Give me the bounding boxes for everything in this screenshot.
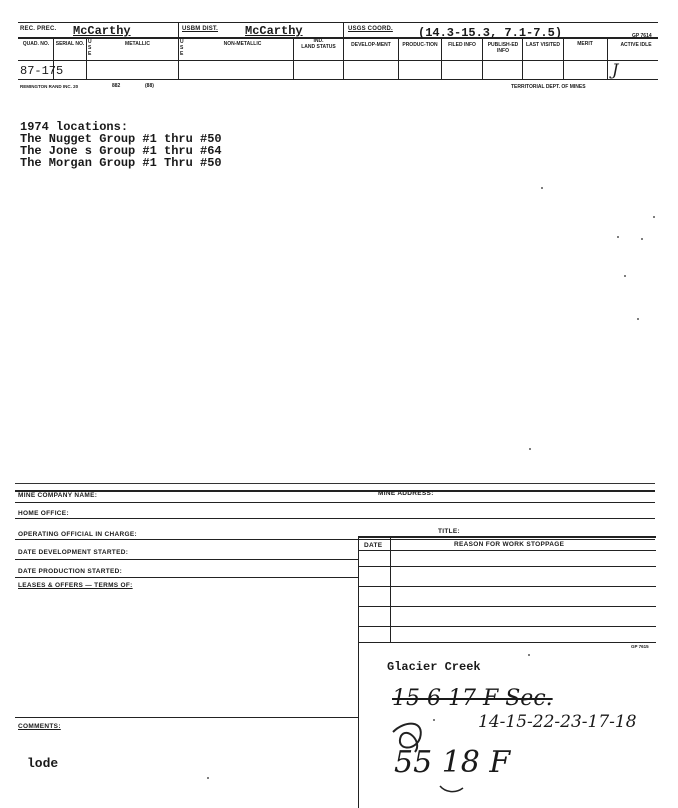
- date-col-label: DATE: [364, 542, 383, 549]
- usgs-coord-value: (14.3-15.3, 7.1-7.5): [418, 26, 563, 40]
- body-line-3: The Jone s Group #1 thru #64: [20, 144, 222, 158]
- col-serial-no: SERIAL NO.: [55, 41, 85, 47]
- printer-code-2: (88): [145, 83, 154, 89]
- col-production: PRODUC-TION: [402, 42, 438, 48]
- scan-speck: [617, 236, 619, 238]
- mine-address-label: MINE ADDRESS:: [378, 490, 434, 497]
- rec-prec-value: McCarthy: [73, 24, 131, 38]
- leases-label: LEASES & OFFERS — TERMS OF:: [18, 582, 133, 589]
- scan-speck: [641, 238, 643, 240]
- comments-label: COMMENTS:: [18, 723, 61, 730]
- form-code-2: GP 7615: [631, 644, 649, 649]
- col-active-idle: ACTIVE IDLE: [620, 42, 652, 48]
- quad-value: 87-175: [20, 64, 64, 78]
- scan-speck: [624, 275, 626, 277]
- scan-speck: [433, 719, 435, 721]
- form-code: GP 7614: [632, 33, 652, 39]
- dev-started-label: DATE DEVELOPMENT STARTED:: [18, 549, 129, 556]
- col-filed-info: FILED INFO: [448, 42, 476, 48]
- col-land-status: LAND STATUS: [301, 44, 336, 50]
- prod-started-label: DATE PRODUCTION STARTED:: [18, 568, 123, 575]
- handwritten-line-3: 55 18 F: [394, 745, 511, 780]
- col-merit: MERIT: [577, 41, 593, 47]
- col-non-metallic: NON-METALLIC: [223, 41, 262, 47]
- usbm-dist-label: USBM DIST.: [182, 26, 219, 32]
- comment-value: lode: [27, 756, 59, 771]
- col-development: DEVELOP-MENT: [351, 42, 391, 48]
- title-label: TITLE:: [438, 528, 461, 535]
- active-mark: J: [612, 60, 619, 79]
- col-last-visited: LAST VISITED: [526, 42, 560, 48]
- scan-speck: [541, 187, 543, 189]
- printer-code-1: 882: [112, 83, 121, 89]
- body-line-1: 1974 locations:: [20, 120, 129, 134]
- reason-col-label: REASON FOR WORK STOPPAGE: [454, 541, 565, 548]
- col-quad-no: QUAD. NO.: [22, 41, 50, 47]
- body-text: [20, 121, 222, 169]
- operating-official-label: OPERATING OFFICIAL IN CHARGE:: [18, 531, 137, 538]
- mine-company-label: MINE COMPANY NAME:: [18, 492, 98, 499]
- col-land-status-prefix: IND.: [313, 38, 324, 44]
- usbm-dist-value: McCarthy: [245, 24, 303, 38]
- col-metallic: METALLIC: [125, 41, 150, 47]
- scan-speck: [637, 318, 639, 320]
- body-line-2: The Nugget Group #1 thru #50: [20, 132, 222, 146]
- scan-speck: [528, 654, 530, 656]
- handwritten-scribble: [385, 690, 505, 800]
- rec-prec-label: REC. PREC.: [20, 26, 57, 32]
- handwritten-line-1: 15 6 17 F Sec.: [392, 686, 553, 711]
- col-use-1: U S E: [88, 39, 92, 57]
- scan-speck: [529, 448, 531, 450]
- col-use-2: U S E: [180, 39, 184, 57]
- home-office-label: HOME OFFICE:: [18, 510, 69, 517]
- dept-line: TERRITORIAL DEPT. OF MINES: [511, 84, 586, 90]
- scan-speck: [207, 777, 209, 779]
- body-line-4: The Morgan Group #1 Thru #50: [20, 156, 222, 170]
- handwritten-line-2: 14-15-22-23-17-18: [478, 712, 637, 732]
- printer-line: REMINGTON RAND INC. 20: [20, 84, 79, 89]
- usgs-coord-label: USGS COORD.: [348, 26, 393, 32]
- location-name: Glacier Creek: [387, 660, 481, 674]
- col-published-info: PUBLISH-ED INFO: [487, 42, 519, 54]
- scan-speck: [653, 216, 655, 218]
